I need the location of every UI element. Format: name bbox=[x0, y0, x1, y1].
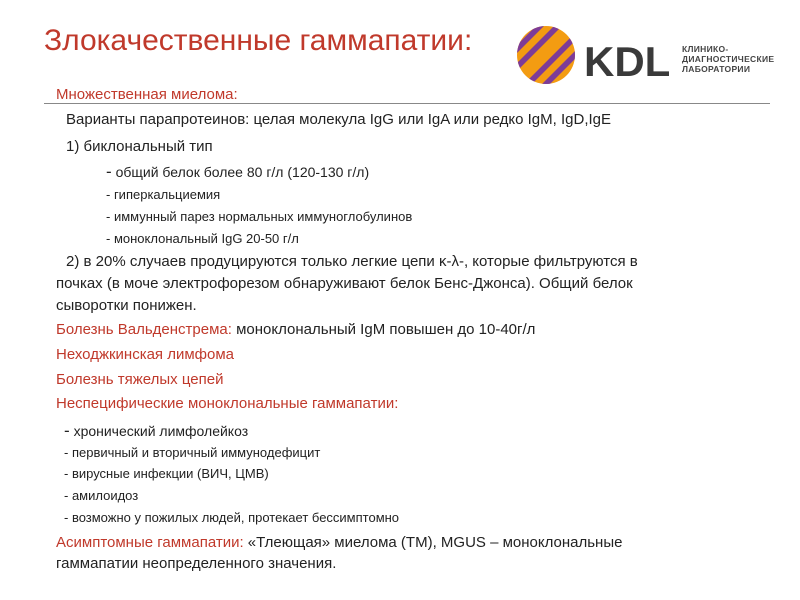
type1-item: - общий белок более 80 г/л (120-130 г/л) bbox=[106, 162, 370, 181]
nonspecific-item: - первичный и вторичный иммунодефицит bbox=[64, 445, 321, 460]
asymptomatic-line: Асимптомные гаммапатии: «Тлеющая» миелома (ТМ), MGUS – моноклональные bbox=[56, 534, 623, 551]
myeloma-heading: Множественная миелома: bbox=[56, 86, 238, 103]
slide-title: Злокачественные гаммапатии: bbox=[44, 24, 473, 57]
waldenstrom-line: Болезнь Вальденстрема: моноклональный IgM повышен до 10-40г/л bbox=[56, 321, 536, 338]
nonspecific-heading: Неспецифические моноклональные гаммапатии: bbox=[56, 395, 399, 412]
type2-line: 2) в 20% случаев продуцируются только легкие цепи κ-λ-, которые фильтруются в bbox=[66, 253, 638, 270]
type2-line: сыворотки понижен. bbox=[56, 297, 197, 314]
logo-caption: КЛИНИКО- ДИАГНОСТИЧЕСКИЕ ЛАБОРАТОРИИ bbox=[682, 44, 775, 74]
paraproteins-line: Варианты парапротеинов: целая молекула IgG или IgA или редко IgM, IgD,IgE bbox=[66, 111, 611, 128]
nonspecific-item: - хронический лимфолейкоз bbox=[64, 421, 249, 440]
type1-item: - моноклональный IgG 20-50 г/л bbox=[106, 231, 299, 246]
nonhodgkin-line: Неходжкинская лимфома bbox=[56, 346, 235, 363]
type1-item: - гиперкальциемия bbox=[106, 187, 221, 202]
heavy-chain-line: Болезнь тяжелых цепей bbox=[56, 371, 224, 388]
logo-brand: KDL bbox=[584, 38, 671, 85]
logo-circle-icon bbox=[514, 22, 586, 88]
nonspecific-item: - возможно у пожилых людей, протекает бессимптомно bbox=[64, 510, 400, 525]
type1-item: - иммунный парез нормальных иммуноглобулинов bbox=[106, 209, 413, 224]
type2-line: почках (в моче электрофорезом обнаруживают белок Бенс-Джонса). Общий белок bbox=[56, 275, 633, 292]
asymptomatic-line: гаммапатии неопределенного значения. bbox=[56, 555, 337, 572]
type1-line: 1) биклональный тип bbox=[66, 138, 213, 155]
nonspecific-item: - амилоидоз bbox=[64, 488, 139, 503]
nonspecific-item: - вирусные инфекции (ВИЧ, ЦМВ) bbox=[64, 466, 269, 481]
heading-divider bbox=[44, 103, 770, 104]
